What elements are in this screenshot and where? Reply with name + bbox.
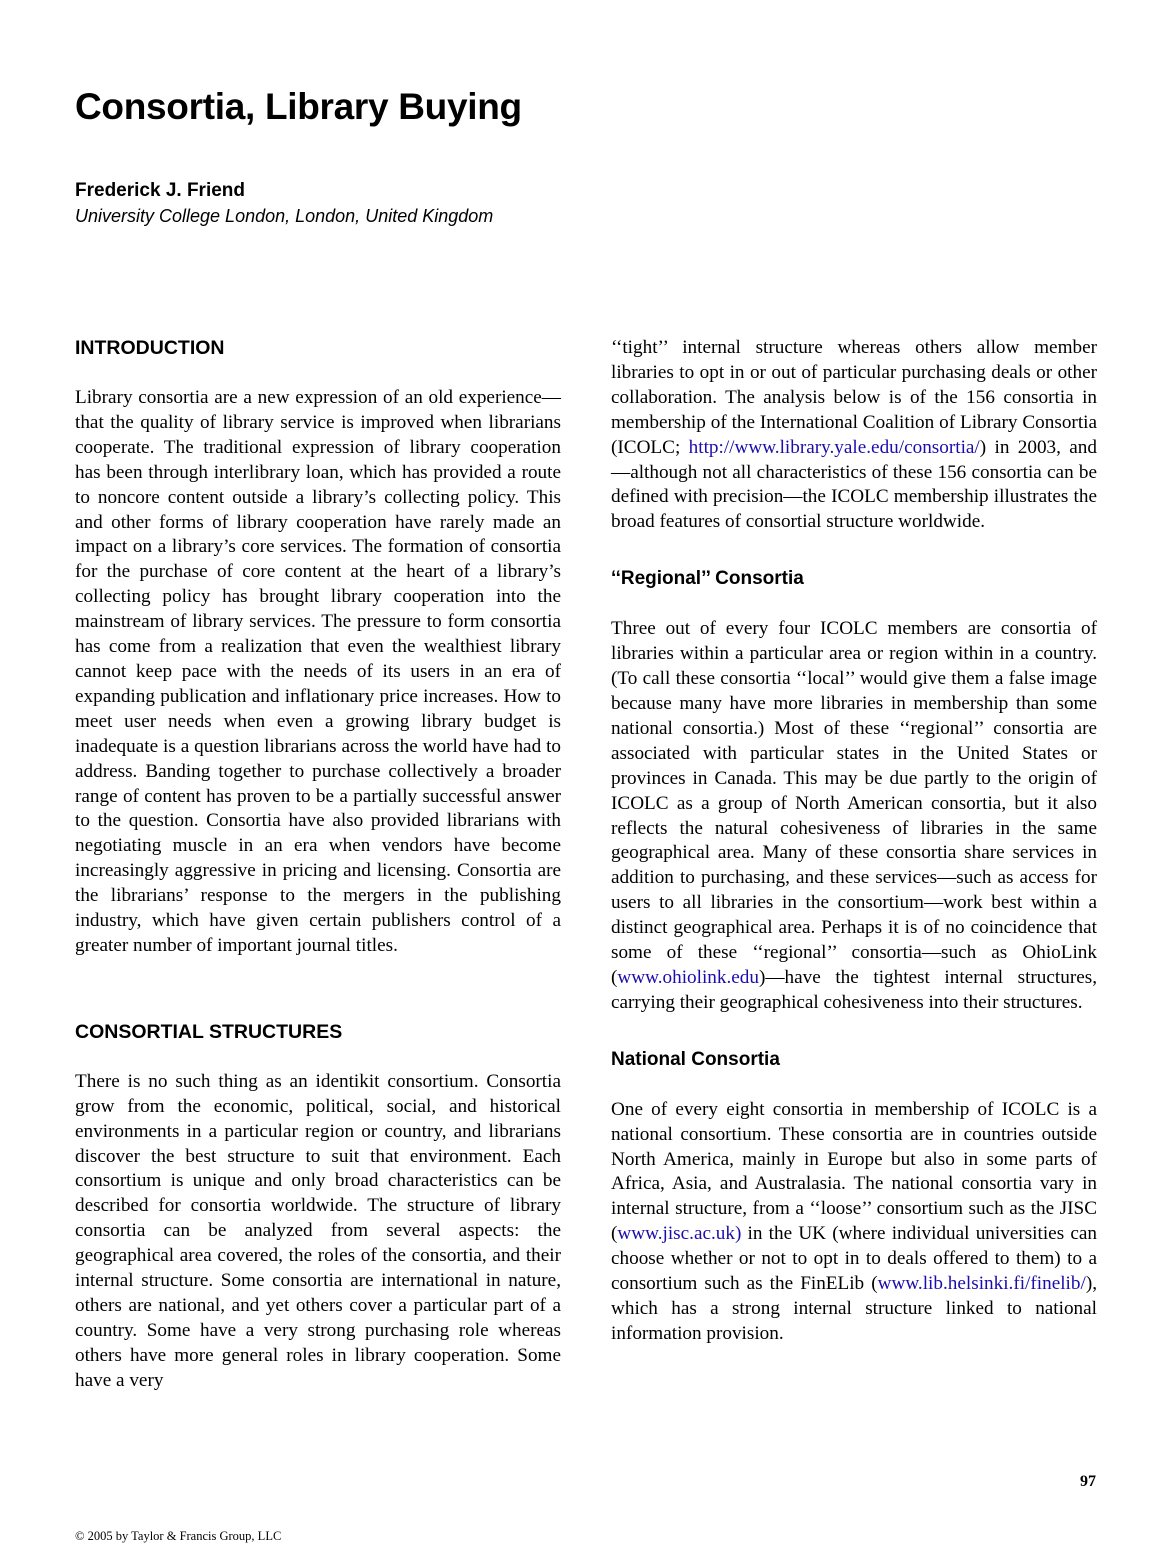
icolc-link[interactable]: http://www.library.yale.edu/consortia/ <box>688 436 980 458</box>
article-title: Consortia, Library Buying <box>75 86 522 127</box>
regional-consortia-heading: ‘‘Regional’’ Consortia <box>611 568 804 590</box>
national-consortia-paragraph <box>611 1098 1097 1347</box>
introduction-paragraph: Library consortia are a new expression of an old experience—that the quality of library service is improved when librarians cooperate. The traditional expression of library cooperation has been through interlibrary loan, which has provided a route to noncore content outside a library’s collecting policy. This and other forms of library cooperation have rarely made an impact on a library’s core services. The formation of consortia for the purchase of core content at the heart of a library’s collecting policy has brought library cooperation into the mainstream of library services. The pressure to form consortia has come from a realization that even the wealthiest library cannot keep pace with the needs of its users in an era of expanding publication and inflationary price increases. How to meet user needs when even a growing library budget is inadequate is a question librarians across the world have had to address. Banding together to purchase collectively a broader range of content has proven to be a partially successful answer to the question. Consortia have also provided librarians with negotiating muscle in an era when vendors have become increasingly aggressive in pricing and licensing. Consortia are the librarians’ response to the mergers in the publishing industry, which have given certain publishers control of a greater number of important journal titles. <box>75 387 561 956</box>
structures-text-2: ) in 2003, and—although not all characteristics of these 156 consortia can be defined with precision—the ICOLC membership illustrates the broad features of consortial structure worldwide. <box>611 436 1097 533</box>
consortial-structures-paragraph-continued <box>611 336 1097 535</box>
national-consortia-heading: National Consortia <box>611 1048 780 1070</box>
national-text-1: One of every eight consortia in membership of ICOLC is a national consortium. These consortia are in countries outside North America, mainly in Europe but also in some parts of Africa, Asia, and Australasia. The national consortia vary in internal structure, from a ‘‘loose’’ consortium such as the JISC ( <box>611 1098 1097 1245</box>
author-affiliation: University College London, London, United Kingdom <box>75 206 494 226</box>
copyright-notice: © 2005 by Taylor & Francis Group, LLC <box>75 1529 282 1543</box>
regional-consortia-paragraph <box>611 617 1097 1016</box>
left-column <box>75 336 561 1394</box>
national-text-2: in the UK (where individual universities can choose whether or not to opt in to deals offered to them) to a consortium such as the FinELib ( <box>611 1223 1097 1295</box>
regional-text-1: Three out of every four ICOLC members are consortia of libraries within a particular area or region within in a country. (To call these consortia ‘‘local’’ would give them a false image because many have more libraries in membership than some national consortia.) Most of these ‘‘regional’’ consortia are associated with particular states in the United States or provinces in Canada. This may be due partly to the origin of ICOLC as a group of North American consortia, but it also reflects the natural cohesiveness of libraries in the same geographical area. Many of these consortia share services in addition to purchasing, and these services—such as access for users to all libraries in the consortium—work best within a distinct geographical area. Perhaps it is of no coincidence that some of these ‘‘regional’’ consortia—such as OhioLink ( <box>611 618 1097 988</box>
page-number: 97 <box>1080 1473 1096 1490</box>
right-column <box>611 336 1097 1347</box>
finelib-link[interactable]: www.lib.helsinki.fi/finelib/ <box>877 1273 1086 1295</box>
regional-text-2: )—have the tightest internal structures, carrying their geographical cohesiveness into their structures. <box>611 966 1097 1013</box>
author-name: Frederick J. Friend <box>75 180 246 201</box>
ohiolink-link[interactable]: www.ohiolink.edu <box>617 966 759 988</box>
national-text-3: ), which has a strong internal structure linked to national information provision. <box>611 1273 1097 1344</box>
introduction-heading: INTRODUCTION <box>75 337 225 359</box>
consortial-structures-heading: CONSORTIAL STRUCTURES <box>75 1020 343 1043</box>
consortial-structures-paragraph-start: There is no such thing as an identikit consortium. Consortia grow from the economic, political, social, and historical environments in a particular region or country, and librarians discover the best structure to suit that environment. Each consortium is unique and only broad characteristics can be described for consortia worldwide. The structure of library consortia can be analyzed from several aspects: the geographical area covered, the roles of the consortia, and their internal structure. Some consortia are international in nature, others are national, and yet others cover a particular part of a country. Some have a very strong purchasing role whereas others have more general roles in library cooperation. Some have a very <box>75 1070 561 1391</box>
jisc-link[interactable]: www.jisc.ac.uk) <box>617 1223 742 1245</box>
structures-text-1: ‘‘tight’’ internal structure whereas others allow member libraries to opt in or out of particular purchasing deals or other collaboration. The analysis below is of the 156 consortia in membership of the International Coalition of Library Consortia (ICOLC; <box>611 337 1097 458</box>
